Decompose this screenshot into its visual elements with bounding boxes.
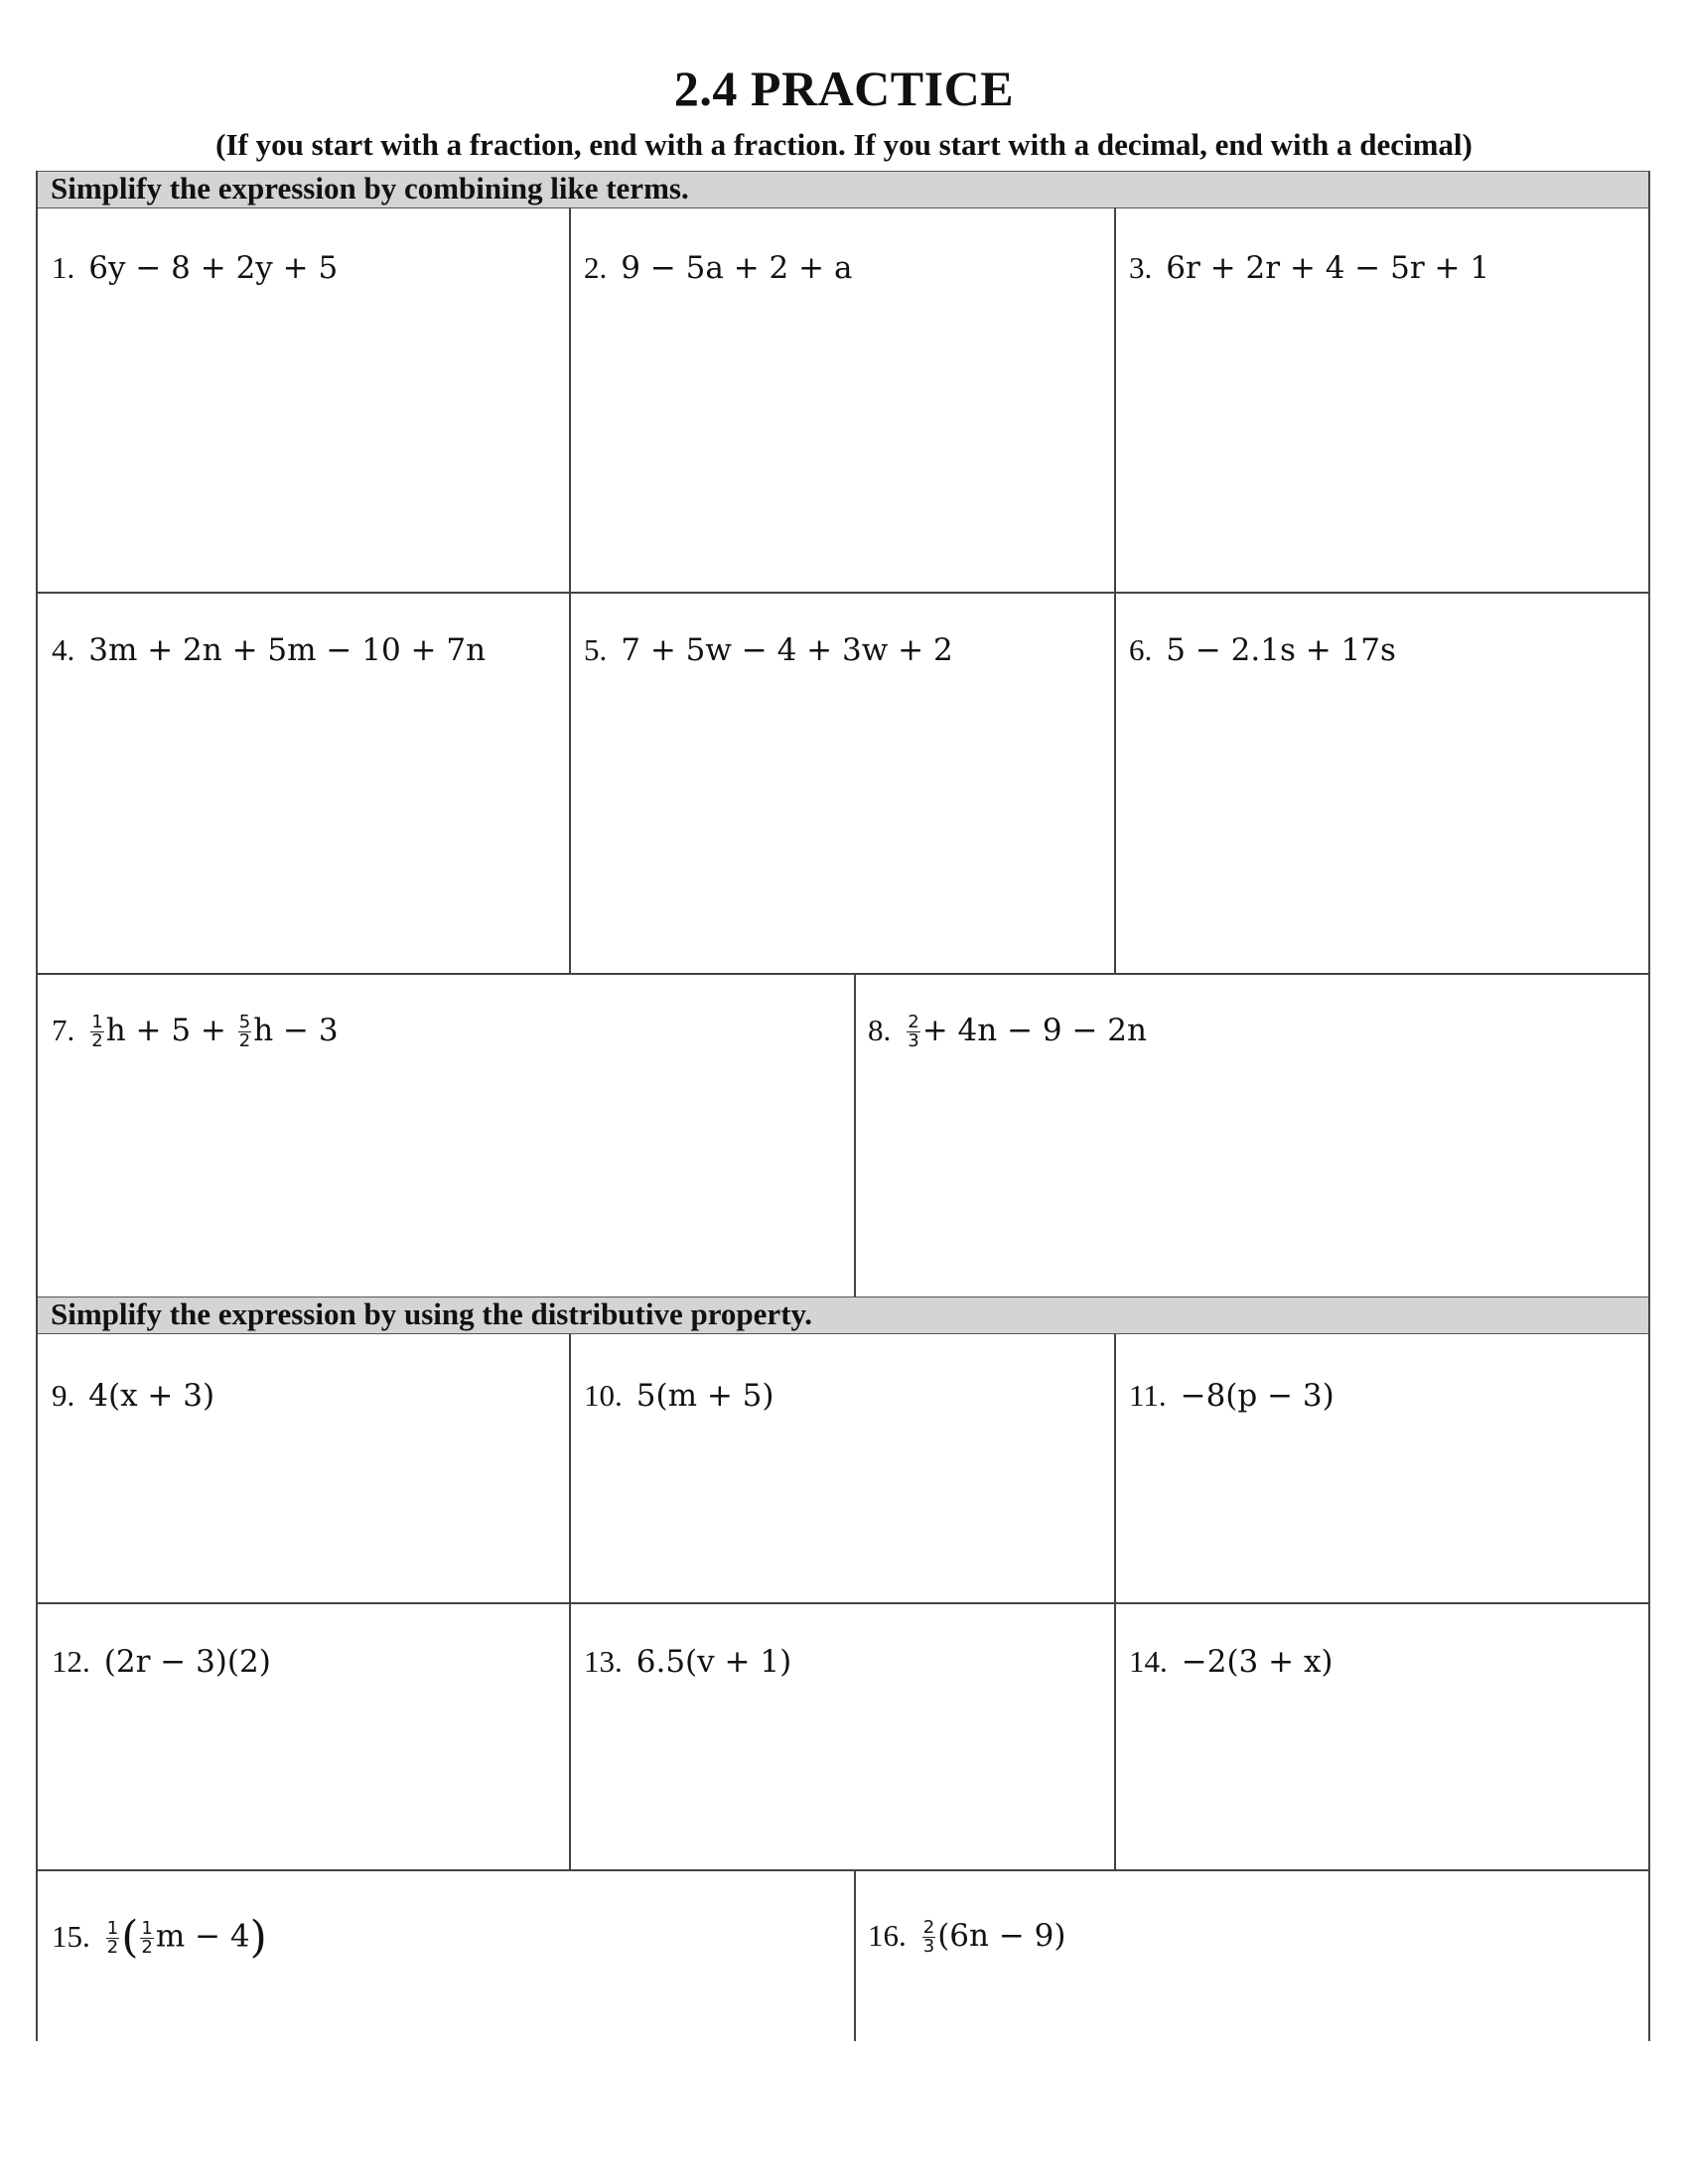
problem-expression: 5 − 2.1s + 17s <box>1166 632 1396 668</box>
problem-number: 6. <box>1129 632 1153 667</box>
problem-16 <box>868 1918 1066 1956</box>
grid-line <box>36 171 38 2041</box>
page-title: 2.4 PRACTICE <box>673 61 1015 116</box>
problem-expression: (6n − 9) <box>937 1918 1066 1954</box>
section-header-distributive: Simplify the expression by using the distributive property. <box>36 1297 1650 1334</box>
problem-number: 11. <box>1129 1378 1167 1413</box>
grid-line <box>1114 1334 1116 1870</box>
problem-number: 15. <box>52 1918 90 1954</box>
problem-number: 5. <box>584 632 608 667</box>
section-header-combining: Simplify the expression by combining like terms. <box>36 171 1650 208</box>
problem-expression: h − 3 <box>253 1013 339 1048</box>
problem-expression: 9 − 5a + 2 + a <box>621 250 853 286</box>
problem-number: 3. <box>1129 250 1153 285</box>
problem-12 <box>52 1644 271 1680</box>
problem-number: 7. <box>52 1013 75 1047</box>
problem-number: 12. <box>52 1644 90 1679</box>
problem-expression: 6.5(v + 1) <box>635 1644 792 1680</box>
problem-expression: 3m + 2n + 5m − 10 + 7n <box>88 632 487 668</box>
problem-2 <box>584 250 852 286</box>
problem-1 <box>52 250 338 286</box>
problem-8 <box>868 1013 1147 1050</box>
problem-11 <box>1129 1378 1335 1414</box>
problem-number: 13. <box>584 1644 623 1679</box>
problem-number: 9. <box>52 1378 75 1413</box>
problem-6 <box>1129 632 1396 668</box>
grid-line <box>854 1869 856 2041</box>
problem-expression: 5(m + 5) <box>635 1378 774 1414</box>
problem-7 <box>52 1013 339 1050</box>
problem-expression: (2r − 3)(2) <box>103 1644 271 1680</box>
problem-13 <box>584 1644 791 1680</box>
grid-line <box>1114 208 1116 974</box>
problem-number: 10. <box>584 1378 623 1413</box>
fraction: $\frac{1}{2}$ <box>106 1917 119 1958</box>
problem-expression: + 4n − 9 − 2n <box>921 1013 1147 1048</box>
problem-expression: 7 + 5w − 4 + 3w + 2 <box>621 632 953 668</box>
problem-3 <box>1129 250 1489 286</box>
problem-9 <box>52 1378 214 1414</box>
grid-line <box>569 208 571 974</box>
grid-line <box>36 592 1650 594</box>
fraction: $\frac{1}{2}$ <box>91 1012 103 1051</box>
problem-number: 2. <box>584 250 608 285</box>
problem-expression: 4(x + 3) <box>88 1378 215 1414</box>
problem-number: 16. <box>868 1918 907 1953</box>
problem-10 <box>584 1378 774 1414</box>
fraction: $\frac{5}{2}$ <box>238 1012 251 1051</box>
problem-15 <box>52 1912 267 1963</box>
fraction: $\frac{1}{2}$ <box>141 1917 153 1958</box>
problem-number: 1. <box>52 250 75 285</box>
grid-line <box>36 1602 1650 1604</box>
problem-number: 4. <box>52 632 75 667</box>
problem-expression: h + 5 + <box>105 1013 226 1048</box>
problem-expression: 6y − 8 + 2y + 5 <box>88 250 339 286</box>
grid-line <box>1648 171 1650 2041</box>
fraction: $\frac{2}{3}$ <box>922 1917 935 1957</box>
problem-4 <box>52 632 486 668</box>
paren: ( <box>121 1912 139 1963</box>
grid-line <box>36 973 1650 975</box>
grid-line <box>854 973 856 1297</box>
page-subtitle: (If you start with a fraction, end with a fraction. If you start with a decimal, end with a decimal) <box>215 127 1473 162</box>
paren: ) <box>249 1912 267 1963</box>
problem-number: 14. <box>1129 1644 1168 1679</box>
problem-14 <box>1129 1644 1334 1680</box>
problem-expression: 6r + 2r + 4 − 5r + 1 <box>1166 250 1490 286</box>
problem-number: 8. <box>868 1013 892 1047</box>
grid-line <box>569 1334 571 1870</box>
problem-5 <box>584 632 953 668</box>
problem-expression: m − 4 <box>155 1918 250 1955</box>
problem-expression: −2(3 + x) <box>1181 1644 1334 1680</box>
grid-line <box>36 1869 1650 1871</box>
problem-expression: −8(p − 3) <box>1180 1378 1335 1414</box>
fraction: $\frac{2}{3}$ <box>908 1012 919 1051</box>
